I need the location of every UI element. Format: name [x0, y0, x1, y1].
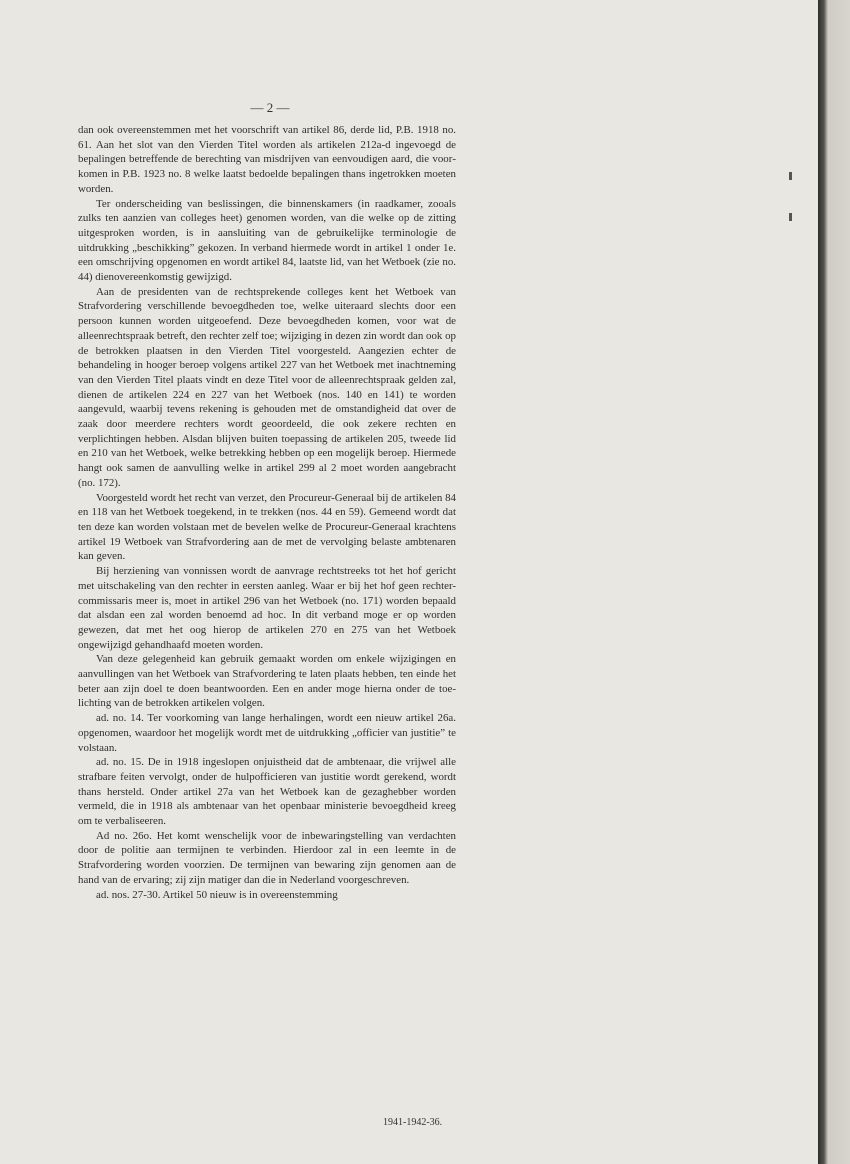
paragraph-7: ad. no. 14. Ter voorkoming van lange herhalingen, wordt een nieuw artikel 26a. opgenomen, waardoor het mogelijk wordt met de uitdrukking „officier van justitie” te volstaan.: [78, 712, 456, 754]
paragraph-3: Aan de presidenten van de rechtsprekende colleges kent het Wetboek van Strafvordering verschillende bevoegdheden toe, welke uiteraard slechts door een persoon kunnen worden uitgeoefend. Deze bevoegdheden komen, voor wat de alleenrechtspraak betreft, den rechter zelf toe; wijziging in dezen zin wordt dan ook op de betrokken plaatsen in den Vierden Titel voorgesteld. Aangezien echter de behandeling in hooger beroep volgens artikel 227 van het Wetboek met inachtneming van den Vierden Titel plaats vindt en deze Titel voor de alleenrechtspraak gelden zal, dienen de artikelen 224 en 227 van het Wetboek (nos. 140 en 141) te worden aangevuld, waarbij tevens rekening is gehouden met de omstandigheid dat over de zaak door meerdere rechters wordt geoordeeld, die ook zekere rechten en verplichtingen hebben. Alsdan blijven buiten toepassing de artikelen 205, tweede lid en 210 van het Wetboek, welke betrekking hebben op een mogelijk beroep. Hiermede hangt ook samen de aanvulling welke in artikel 299 al 2 moet worden aangebracht (no. 172).: [78, 285, 456, 489]
page-edge-shadow: [818, 0, 850, 1164]
paragraph-4: Voorgesteld wordt het recht van verzet, den Procureur-Generaal bij de artikelen 84 en 118 van het Wetboek toegekend, in te trekken (nos. 44 en 59). Gemeend wordt dat ten deze kan worden volstaan met de bevelen welke de Procureur-Generaal krachtens artikel 19 Wetboek van Strafvordering aan de met de vervolging belaste ambtenaren kan geven.: [78, 491, 456, 563]
footer-code: 1941-1942-36.: [383, 1117, 443, 1128]
paragraph-10: ad. nos. 27-30. Artikel 50 nieuw is in overeenstemming: [96, 888, 338, 901]
margin-mark: [789, 172, 792, 180]
paragraph-5: Bij herziening van vonnissen wordt de aanvrage rechtstreeks tot het hof gericht met uitschakeling van den rechter in eersten aanleg. Waar er bij het hof geen rechter-commissaris meer is, moet in artikel 296 van het Wetboek (no. 171) worden bepaald dat alsdan een zal worden benoemd ad hoc. In dit verband moge er op worden gewezen, dat met het oog hierop de artikelen 270 en 275 van het Wetboek ongewijzigd gehandhaafd moeten worden.: [78, 565, 456, 651]
paragraph-1: dan ook overeenstemmen met het voorschrift van artikel 86, derde lid, P.B. 1918 no. 61. Aan het slot van den Vierden Titel worden als artikelen 212a-d ingevoegd de bepalingen betreffende de berechting van misdrijven van eenvoudigen aard, die voorkomen in P.B. 1923 no. 8 welke laatst bedoelde bepalingen thans ingetrokken moeten worden.: [78, 124, 456, 195]
margin-mark: [789, 213, 792, 221]
page-number: — 2 —: [250, 100, 290, 115]
paragraph-8: ad. no. 15. De in 1918 ingeslopen onjuistheid dat de ambtenaar, die vrijwel alle strafbare feiten vervolgt, onder de hulpofficieren van justitie wordt gerekend, wordt thans hersteld. Onder artikel 27a van het Wetboek kan de gezaghebber worden vermeld, die in 1918 als ambtenaar van het openbaar ministerie bevoegdheid kreeg om te verbaliseeren.: [78, 756, 456, 828]
paragraph-6: Van deze gelegenheid kan gebruik gemaakt worden om enkele wijzigingen en aanvullingen van het Wetboek van Strafvordering te laten plaats hebben, ten einde het beter aan zijn doel te doen beantwoorden. Een en ander moge hierna onder de toelichting van de betrokken artikelen volgen.: [78, 653, 456, 710]
paragraph-9: Ad no. 26o. Het komt wenschelijk voor de inbewaringstelling van verdachten door de politie aan termijnen te verbinden. Hierdoor zal in een leemte in de Strafvordering worden voorzien. De termijnen van bewaring zijn genomen aan de hand van de ervaring; zij zijn matiger dan die in Nederland voorgeschreven.: [78, 829, 456, 886]
paragraph-2: Ter onderscheiding van beslissingen, die binnenskamers (in raadkamer, zooals zulks ten aanzien van colleges heet) genomen worden, van die welke op de zitting uitgesproken worden, is in aansluiting van de gebruikelijke terminologie de uitdrukking „beschikking” gekozen. In verband hiermede wordt in artikel 1 onder 1e. een omschrijving opgenomen en wordt artikel 84, laatste lid, van het Wetboek (zie no. 44) dienovereenkomstig gewijzigd.: [78, 197, 456, 284]
body-text: [78, 123, 456, 902]
